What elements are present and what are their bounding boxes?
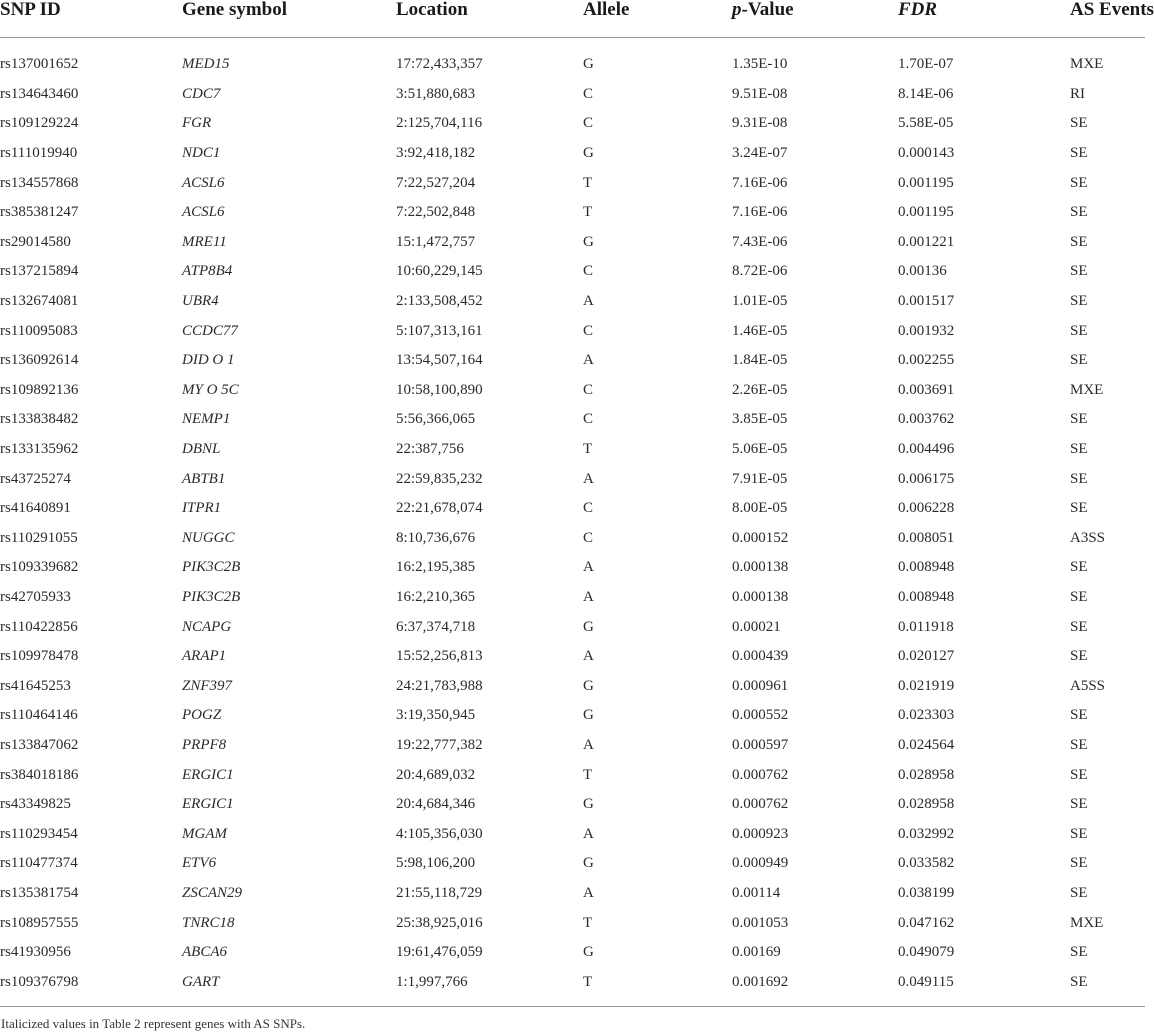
cell-snp-id: rs109978478 xyxy=(0,648,79,665)
cell-as-event: RI xyxy=(1070,85,1085,102)
cell-p-value: 0.000949 xyxy=(732,855,789,872)
table-row xyxy=(0,80,1145,110)
cell-gene-symbol: ERGIC1 xyxy=(182,796,234,813)
cell-allele: G xyxy=(583,145,594,162)
cell-fdr: 0.023303 xyxy=(898,707,955,724)
cell-p-value: 1.46E-05 xyxy=(732,322,788,339)
cell-fdr: 8.14E-06 xyxy=(898,85,954,102)
cell-gene-symbol: MGAM xyxy=(182,825,227,842)
cell-snp-id: rs41930956 xyxy=(0,944,71,961)
cell-allele: G xyxy=(583,677,594,694)
cell-allele: C xyxy=(583,529,594,546)
header-location: Location xyxy=(396,0,583,38)
cell-fdr: 0.032992 xyxy=(898,825,955,842)
cell-allele: C xyxy=(583,500,594,517)
table-row xyxy=(0,524,1145,554)
cell-as-event: SE xyxy=(1070,944,1088,961)
table-row xyxy=(0,168,1145,198)
cell-snp-id: rs43349825 xyxy=(0,796,71,813)
cell-p-value: 9.51E-08 xyxy=(732,85,788,102)
cell-allele: A xyxy=(583,470,594,487)
table-row xyxy=(0,257,1145,287)
cell-p-value: 3.85E-05 xyxy=(732,411,788,428)
cell-location: 5:56,366,065 xyxy=(396,411,476,428)
cell-allele: A xyxy=(583,559,594,576)
header-p-value-suffix: -Value xyxy=(741,0,794,20)
cell-snp-id: rs109376798 xyxy=(0,973,79,990)
cell-location: 1:1,997,766 xyxy=(396,973,468,990)
cell-p-value: 0.000152 xyxy=(732,529,789,546)
cell-as-event: MXE xyxy=(1070,914,1104,931)
cell-snp-id: rs110477374 xyxy=(0,855,78,872)
cell-as-event: A5SS xyxy=(1070,677,1106,694)
table-row xyxy=(0,879,1145,909)
cell-as-event: SE xyxy=(1070,973,1088,990)
cell-p-value: 0.001692 xyxy=(732,973,789,990)
cell-as-event: SE xyxy=(1070,115,1088,132)
table-row xyxy=(0,967,1145,997)
header-p-value xyxy=(732,0,898,38)
cell-as-event: MXE xyxy=(1070,381,1104,398)
cell-location: 7:22,502,848 xyxy=(396,204,476,221)
cell-gene-symbol: ACSL6 xyxy=(182,204,225,221)
header-fdr: FDR xyxy=(898,0,1070,38)
cell-p-value: 1.01E-05 xyxy=(732,293,788,310)
cell-allele: G xyxy=(583,56,594,73)
header-row xyxy=(0,0,1145,38)
cell-location: 17:72,433,357 xyxy=(396,56,483,73)
cell-p-value: 3.24E-07 xyxy=(732,145,788,162)
cell-as-event: SE xyxy=(1070,352,1088,369)
cell-p-value: 2.26E-05 xyxy=(732,381,788,398)
cell-snp-id: rs384018186 xyxy=(0,766,79,783)
cell-allele: C xyxy=(583,85,594,102)
cell-as-event: SE xyxy=(1070,766,1088,783)
cell-fdr: 0.024564 xyxy=(898,736,955,753)
cell-gene-symbol: ARAP1 xyxy=(182,648,227,665)
cell-gene-symbol: ABTB1 xyxy=(182,470,226,487)
table-row xyxy=(0,228,1145,258)
table-row xyxy=(0,701,1145,731)
cell-fdr: 0.006175 xyxy=(898,470,955,487)
cell-location: 7:22,527,204 xyxy=(396,174,476,191)
cell-fdr: 0.049115 xyxy=(898,973,954,990)
cell-location: 4:105,356,030 xyxy=(396,825,483,842)
cell-location: 22:387,756 xyxy=(396,441,464,458)
cell-as-event: SE xyxy=(1070,707,1088,724)
cell-as-event: SE xyxy=(1070,470,1088,487)
cell-snp-id: rs109339682 xyxy=(0,559,79,576)
cell-p-value: 0.000762 xyxy=(732,796,789,813)
cell-as-event: SE xyxy=(1070,174,1088,191)
table-row xyxy=(0,671,1145,701)
cell-fdr: 0.008948 xyxy=(898,559,955,576)
table-row xyxy=(0,405,1145,435)
cell-location: 20:4,689,032 xyxy=(396,766,476,783)
cell-p-value: 1.35E-10 xyxy=(732,56,788,73)
cell-allele: C xyxy=(583,411,594,428)
table-row xyxy=(0,760,1145,790)
cell-location: 2:133,508,452 xyxy=(396,293,483,310)
cell-as-event: SE xyxy=(1070,411,1088,428)
table-row xyxy=(0,316,1145,346)
cell-allele: A xyxy=(583,293,594,310)
cell-gene-symbol: PIK3C2B xyxy=(182,559,241,576)
cell-gene-symbol: ERGIC1 xyxy=(182,766,234,783)
cell-gene-symbol: PIK3C2B xyxy=(182,588,241,605)
table-row xyxy=(0,109,1145,139)
cell-gene-symbol: TNRC18 xyxy=(182,914,235,931)
cell-snp-id: rs134643460 xyxy=(0,85,79,102)
cell-snp-id: rs135381754 xyxy=(0,884,79,901)
cell-fdr: 0.011918 xyxy=(898,618,954,635)
cell-p-value: 0.000961 xyxy=(732,677,789,694)
cell-location: 5:98,106,200 xyxy=(396,855,476,872)
cell-p-value: 5.06E-05 xyxy=(732,441,788,458)
table-row xyxy=(0,642,1145,672)
table-row xyxy=(0,583,1145,613)
cell-as-event: SE xyxy=(1070,145,1088,162)
cell-gene-symbol: PRPF8 xyxy=(182,736,227,753)
table-row xyxy=(0,376,1145,406)
table-row xyxy=(0,938,1145,968)
table-row xyxy=(0,494,1145,524)
cell-location: 3:51,880,683 xyxy=(396,85,476,102)
cell-p-value: 7.91E-05 xyxy=(732,470,788,487)
cell-snp-id: rs109892136 xyxy=(0,381,79,398)
cell-fdr: 0.001517 xyxy=(898,293,955,310)
cell-location: 19:61,476,059 xyxy=(396,944,483,961)
cell-allele: G xyxy=(583,855,594,872)
cell-allele: A xyxy=(583,825,594,842)
cell-as-event: SE xyxy=(1070,648,1088,665)
header-allele: Allele xyxy=(583,0,732,38)
cell-as-event: SE xyxy=(1070,293,1088,310)
cell-fdr: 0.00136 xyxy=(898,263,947,280)
cell-allele: C xyxy=(583,263,594,280)
cell-p-value: 0.00169 xyxy=(732,944,781,961)
cell-p-value: 0.001053 xyxy=(732,914,789,931)
cell-gene-symbol: ACSL6 xyxy=(182,174,225,191)
cell-snp-id: rs134557868 xyxy=(0,174,79,191)
cell-as-event: MXE xyxy=(1070,56,1104,73)
cell-fdr: 0.003762 xyxy=(898,411,955,428)
cell-fdr: 0.021919 xyxy=(898,677,955,694)
cell-p-value: 0.000552 xyxy=(732,707,789,724)
cell-as-event: SE xyxy=(1070,263,1088,280)
cell-snp-id: rs43725274 xyxy=(0,470,71,487)
cell-allele: G xyxy=(583,233,594,250)
cell-fdr: 0.002255 xyxy=(898,352,955,369)
header-p-value-prefix: p xyxy=(732,0,742,20)
cell-snp-id: rs111019940 xyxy=(0,145,78,162)
cell-gene-symbol: NEMP1 xyxy=(182,411,231,428)
cell-allele: A xyxy=(583,352,594,369)
cell-gene-symbol: ETV6 xyxy=(182,855,217,872)
cell-location: 5:107,313,161 xyxy=(396,322,483,339)
cell-gene-symbol: DBNL xyxy=(182,441,221,458)
cell-gene-symbol: NCAPG xyxy=(182,618,232,635)
cell-p-value: 0.00021 xyxy=(732,618,781,635)
cell-as-event: SE xyxy=(1070,500,1088,517)
cell-p-value: 0.000138 xyxy=(732,559,789,576)
cell-as-event: SE xyxy=(1070,825,1088,842)
cell-location: 15:52,256,813 xyxy=(396,648,483,665)
cell-fdr: 0.033582 xyxy=(898,855,955,872)
cell-gene-symbol: MY O 5C xyxy=(182,381,239,398)
cell-location: 10:58,100,890 xyxy=(396,381,483,398)
table-row xyxy=(0,38,1145,80)
cell-allele: C xyxy=(583,115,594,132)
header-gene-symbol: Gene symbol xyxy=(182,0,396,38)
cell-location: 25:38,925,016 xyxy=(396,914,483,931)
cell-location: 13:54,507,164 xyxy=(396,352,483,369)
cell-gene-symbol: POGZ xyxy=(182,707,222,724)
table-row xyxy=(0,819,1145,849)
cell-p-value: 7.16E-06 xyxy=(732,174,788,191)
cell-snp-id: rs41640891 xyxy=(0,500,71,517)
cell-as-event: SE xyxy=(1070,322,1088,339)
cell-allele: T xyxy=(583,204,593,221)
table-row xyxy=(0,139,1145,169)
cell-snp-id: rs110095083 xyxy=(0,322,78,339)
cell-p-value: 7.43E-06 xyxy=(732,233,788,250)
cell-as-event: SE xyxy=(1070,855,1088,872)
table-row xyxy=(0,790,1145,820)
cell-snp-id: rs29014580 xyxy=(0,233,71,250)
cell-as-event: SE xyxy=(1070,588,1088,605)
cell-fdr: 0.006228 xyxy=(898,500,955,517)
cell-allele: G xyxy=(583,796,594,813)
cell-fdr: 0.004496 xyxy=(898,441,955,458)
cell-location: 20:4,684,346 xyxy=(396,796,476,813)
cell-gene-symbol: NDC1 xyxy=(182,145,221,162)
cell-location: 3:92,418,182 xyxy=(396,145,476,162)
table-footnote: Italicized values in Table 2 represent genes with AS SNPs. xyxy=(1,1016,306,1031)
cell-fdr: 0.047162 xyxy=(898,914,955,931)
cell-snp-id: rs133847062 xyxy=(0,736,79,753)
cell-allele: C xyxy=(583,322,594,339)
cell-location: 19:22,777,382 xyxy=(396,736,483,753)
cell-snp-id: rs110464146 xyxy=(0,707,78,724)
table-row xyxy=(0,908,1145,938)
cell-snp-id: rs110291055 xyxy=(0,529,78,546)
cell-as-event: SE xyxy=(1070,441,1088,458)
cell-as-event: SE xyxy=(1070,618,1088,635)
cell-gene-symbol: UBR4 xyxy=(182,293,219,310)
cell-p-value: 0.000597 xyxy=(732,736,789,753)
cell-fdr: 0.028958 xyxy=(898,796,955,813)
table-row xyxy=(0,849,1145,879)
cell-location: 2:125,704,116 xyxy=(396,115,483,132)
cell-fdr: 0.001221 xyxy=(898,233,955,250)
cell-p-value: 0.000762 xyxy=(732,766,789,783)
cell-as-event: SE xyxy=(1070,736,1088,753)
cell-location: 8:10,736,676 xyxy=(396,529,476,546)
cell-p-value: 0.000138 xyxy=(732,588,789,605)
cell-allele: G xyxy=(583,944,594,961)
cell-as-event: SE xyxy=(1070,204,1088,221)
cell-gene-symbol: ZSCAN29 xyxy=(182,884,243,901)
cell-gene-symbol: CDC7 xyxy=(182,85,221,102)
cell-location: 22:59,835,232 xyxy=(396,470,483,487)
cell-gene-symbol: NUGGC xyxy=(182,529,235,546)
cell-p-value: 0.000923 xyxy=(732,825,789,842)
cell-snp-id: rs133135962 xyxy=(0,441,79,458)
table-row xyxy=(0,435,1145,465)
cell-snp-id: rs110293454 xyxy=(0,825,78,842)
cell-location: 16:2,195,385 xyxy=(396,559,476,576)
cell-p-value: 1.84E-05 xyxy=(732,352,788,369)
cell-fdr: 0.001195 xyxy=(898,174,954,191)
table-body xyxy=(0,38,1145,998)
cell-gene-symbol: ATP8B4 xyxy=(182,263,233,280)
cell-allele: C xyxy=(583,381,594,398)
cell-fdr: 0.028958 xyxy=(898,766,955,783)
cell-snp-id: rs110422856 xyxy=(0,618,78,635)
table-row xyxy=(0,553,1145,583)
cell-location: 3:19,350,945 xyxy=(396,707,476,724)
cell-p-value: 8.00E-05 xyxy=(732,500,788,517)
cell-allele: A xyxy=(583,648,594,665)
cell-location: 24:21,783,988 xyxy=(396,677,483,694)
cell-as-event: SE xyxy=(1070,559,1088,576)
cell-gene-symbol: GART xyxy=(182,973,220,990)
cell-allele: T xyxy=(583,441,593,458)
cell-as-event: SE xyxy=(1070,233,1088,250)
cell-location: 15:1,472,757 xyxy=(396,233,476,250)
cell-snp-id: rs42705933 xyxy=(0,588,71,605)
cell-snp-id: rs136092614 xyxy=(0,352,79,369)
cell-as-event: A3SS xyxy=(1070,529,1106,546)
cell-fdr: 0.038199 xyxy=(898,884,955,901)
cell-gene-symbol: ABCA6 xyxy=(182,944,227,961)
cell-fdr: 1.70E-07 xyxy=(898,56,954,73)
table-row xyxy=(0,612,1145,642)
cell-fdr: 0.008051 xyxy=(898,529,955,546)
cell-allele: T xyxy=(583,914,593,931)
cell-location: 21:55,118,729 xyxy=(396,884,483,901)
header-as-events: AS Events xyxy=(1070,0,1145,38)
table-row xyxy=(0,346,1145,376)
table-row xyxy=(0,287,1145,317)
cell-p-value: 9.31E-08 xyxy=(732,115,788,132)
cell-p-value: 0.000439 xyxy=(732,648,789,665)
cell-gene-symbol: FGR xyxy=(182,115,212,132)
cell-fdr: 0.020127 xyxy=(898,648,955,665)
cell-gene-symbol: MRE11 xyxy=(182,233,227,250)
cell-allele: T xyxy=(583,973,593,990)
cell-location: 22:21,678,074 xyxy=(396,500,483,517)
cell-gene-symbol: CCDC77 xyxy=(182,322,238,339)
cell-snp-id: rs133838482 xyxy=(0,411,79,428)
cell-snp-id: rs385381247 xyxy=(0,204,79,221)
cell-fdr: 5.58E-05 xyxy=(898,115,954,132)
cell-snp-id: rs41645253 xyxy=(0,677,71,694)
cell-allele: T xyxy=(583,174,593,191)
cell-gene-symbol: ZNF397 xyxy=(182,677,233,694)
cell-location: 16:2,210,365 xyxy=(396,588,476,605)
table-header xyxy=(0,0,1154,38)
cell-gene-symbol: ITPR1 xyxy=(182,500,222,517)
cell-allele: T xyxy=(583,766,593,783)
cell-fdr: 0.003691 xyxy=(898,381,955,398)
table-row xyxy=(0,731,1145,761)
cell-fdr: 0.001932 xyxy=(898,322,955,339)
cell-allele: G xyxy=(583,618,594,635)
cell-gene-symbol: MED15 xyxy=(182,56,230,73)
cell-allele: A xyxy=(583,736,594,753)
cell-snp-id: rs108957555 xyxy=(0,914,79,931)
cell-fdr: 0.001195 xyxy=(898,204,954,221)
cell-p-value: 8.72E-06 xyxy=(732,263,788,280)
table-row xyxy=(0,464,1145,494)
table-row xyxy=(0,198,1145,228)
cell-as-event: SE xyxy=(1070,796,1088,813)
cell-allele: A xyxy=(583,588,594,605)
cell-snp-id: rs137215894 xyxy=(0,263,79,280)
cell-gene-symbol: DID O 1 xyxy=(182,352,235,369)
cell-as-event: SE xyxy=(1070,884,1088,901)
cell-location: 10:60,229,145 xyxy=(396,263,483,280)
cell-allele: A xyxy=(583,884,594,901)
cell-snp-id: rs109129224 xyxy=(0,115,79,132)
cell-location: 6:37,374,718 xyxy=(396,618,476,635)
cell-p-value: 7.16E-06 xyxy=(732,204,788,221)
cell-fdr: 0.008948 xyxy=(898,588,955,605)
cell-fdr: 0.049079 xyxy=(898,944,955,961)
footnote-divider xyxy=(0,1006,1145,1007)
cell-p-value: 0.00114 xyxy=(732,884,781,901)
cell-snp-id: rs137001652 xyxy=(0,56,79,73)
cell-fdr: 0.000143 xyxy=(898,145,955,162)
cell-allele: G xyxy=(583,707,594,724)
cell-snp-id: rs132674081 xyxy=(0,293,79,310)
header-snp-id: SNP ID xyxy=(0,0,182,38)
